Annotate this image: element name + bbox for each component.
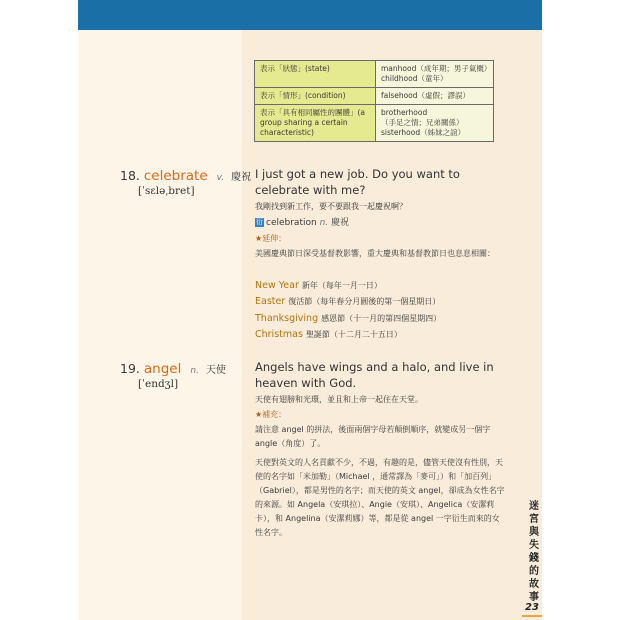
table-cell-line: sisterhood（姊妹之誼） [381,128,466,137]
part-of-speech: n. [190,366,199,376]
table-cell [376,105,494,142]
holiday-en: Christmas [255,329,303,340]
entry-heading [120,168,251,184]
table-cell: 表示「具有相同屬性的團體」(a group sharing a certain characteristic) [255,105,376,142]
suffix-table [254,60,494,142]
holiday-en: New Year [255,280,299,291]
definition: 天使 [205,365,226,376]
extension-text: 美國慶典節日深受基督教影響，重大慶典和基督教節日也息息相關： [255,249,495,258]
derivative-pos: n. [319,218,329,228]
supplement-text: 請注意 angel 的拼法，後面兩個字母若顛倒順序，就變成另一個字 angle（角度）了。 [255,425,491,448]
holiday-zh: 復活節（每年春分月圓後的第一個星期日） [288,297,441,306]
supplement-text-2: 天使對英文的人名貢獻不少，不過，有趣的是，儘管天使沒有性別，天使的名字如「米加勒」（Michael ，通常譯為「麥可」）和「加百列」（Gabriel），都是男性的名字；而天使的英文 angel，卻成為女性名字的來源。如 Angela（安琪拉）、Angie（安琪）、Angelica（安潔莉卡），和 Angelina（安潔莉娜）等，都是從 angel 一字衍生而來的女性名字。 [255,458,505,537]
list-item [255,280,382,291]
list-item [255,329,402,340]
page-number: 23 [525,602,539,613]
entry-number: 19. [120,361,140,376]
headword: celebrate [143,168,208,184]
table-row [255,88,494,105]
example-sentence: I just got a new job. Do you want to celebrate with me? [255,167,460,197]
holiday-zh: 聖誕節（十二月二十五日） [305,330,402,339]
derivative-icon: 衍 [256,218,263,226]
table-cell [376,61,494,88]
holiday-zh: 感恩節（十一月的第四個星期四） [321,314,442,323]
table-cell: 表示「狀態」(state) [255,61,376,88]
entry-heading [120,361,226,377]
supplement-label [255,408,505,422]
holiday-en: Easter [255,296,286,307]
extension-label [255,232,505,246]
table-cell-line: childhood（童年） [381,74,448,83]
example-translation: 天使有翅膀和光環，並且和上帝一起住在天堂。 [255,395,423,404]
supplement-tag: ★補充： [255,410,287,419]
extension-tag: ★延伸： [255,234,287,243]
holiday-en: Thanksgiving [255,313,319,324]
table-cell: 表示「情形」(condition) [255,88,376,105]
part-of-speech: v. [216,173,225,183]
table-cell-line: falsehood（虛假；謬誤） [381,91,471,100]
table-cell-line: （手足之情；兄弟關係） [381,118,464,127]
table-row [255,61,494,88]
table-cell-line: brotherhood [381,108,428,117]
headword: angel [143,361,182,377]
table-cell [376,88,494,105]
example-translation: 我剛找到新工作，要不要跟我一起慶祝啊？ [255,202,407,211]
derivative-definition: 慶祝 [331,218,350,228]
list-item [255,296,440,307]
header-band [78,0,542,30]
table-cell-line: manhood（成年期；男子氣概） [381,64,492,73]
derivative-word: celebration [266,218,317,228]
list-item [255,313,441,324]
phonetic: [ˈendʒl] [138,378,179,390]
page-number-underline [522,615,542,617]
table-row [255,105,494,142]
example-sentence: Angels have wings and a halo, and live in heaven with God. [255,360,494,390]
side-title: 迷宮與失錢的故事 [529,501,539,603]
phonetic: [ˈsɛləˌbret] [138,185,195,197]
definition: 慶祝 [231,172,252,183]
entry-number: 18. [120,168,140,183]
derivative-line [255,216,505,230]
holiday-zh: 新年（每年一月一日） [301,281,382,290]
